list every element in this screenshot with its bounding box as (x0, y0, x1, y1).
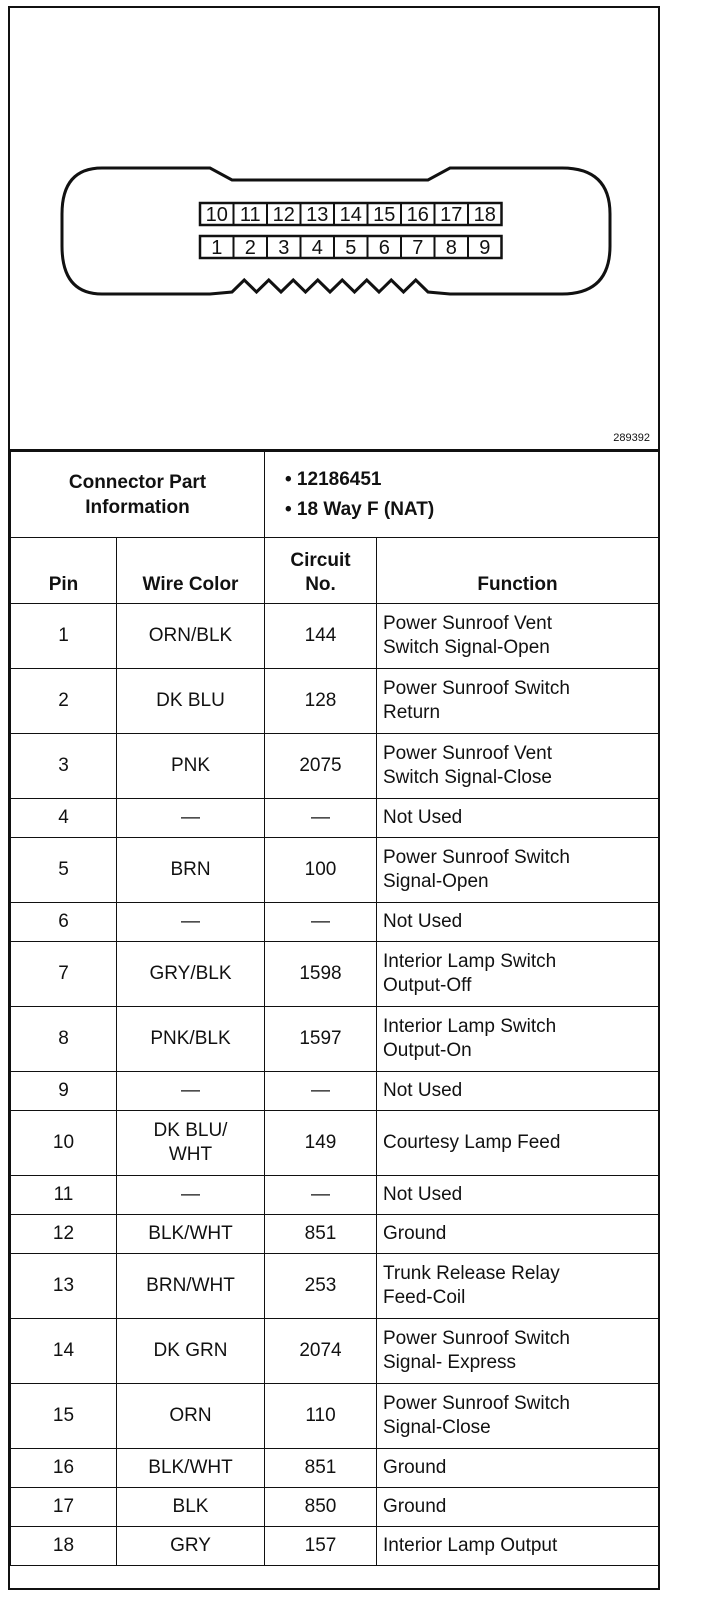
wire-color-cell: DK BLU/ WHT (117, 1111, 265, 1176)
table-header-row (11, 538, 659, 604)
table-row (11, 1007, 659, 1072)
circuit-cell: 157 (265, 1527, 377, 1566)
circuit-cell: 128 (265, 669, 377, 734)
pin-cell: 16 (11, 1449, 117, 1488)
top-pin-label: 14 (339, 204, 362, 226)
top-pin-label: 16 (406, 204, 429, 226)
pin-cell: 9 (11, 1072, 117, 1111)
pin-cell: 10 (11, 1111, 117, 1176)
connector-info-values (265, 452, 659, 538)
header-pin: Pin (11, 538, 117, 604)
top-pin-label: 12 (272, 204, 295, 226)
wire-color-cell: — (117, 1072, 265, 1111)
pin-cell: 7 (11, 942, 117, 1007)
table-row (11, 1111, 659, 1176)
wire-color-cell: GRY (117, 1527, 265, 1566)
bottom-pin-label: 2 (244, 237, 256, 259)
circuit-cell: 100 (265, 838, 377, 903)
circuit-cell: 110 (265, 1384, 377, 1449)
top-pin-label: 18 (473, 204, 496, 226)
bottom-pin-label: 5 (345, 237, 357, 259)
table-row (11, 1449, 659, 1488)
function-cell: Power Sunroof Switch Signal-Open (377, 838, 659, 903)
table-row (11, 799, 659, 838)
top-pin-label: 11 (239, 204, 261, 226)
wire-color-cell: DK GRN (117, 1319, 265, 1384)
table-row (11, 942, 659, 1007)
table-row (11, 838, 659, 903)
figure-number: 289392 (613, 432, 650, 444)
circuit-cell: 253 (265, 1254, 377, 1319)
table-row (11, 1384, 659, 1449)
circuit-cell: 851 (265, 1215, 377, 1254)
wire-color-cell: PNK (117, 734, 265, 799)
circuit-cell: 2074 (265, 1319, 377, 1384)
pin-cell: 18 (11, 1527, 117, 1566)
function-cell: Power Sunroof Switch Signal- Express (377, 1319, 659, 1384)
function-cell: Not Used (377, 903, 659, 942)
table-row (11, 903, 659, 942)
function-cell: Interior Lamp Output (377, 1527, 659, 1566)
function-cell: Power Sunroof Switch Return (377, 669, 659, 734)
circuit-cell: 851 (265, 1449, 377, 1488)
function-cell: Ground (377, 1449, 659, 1488)
connector-sheet (8, 6, 660, 1590)
pin-cell: 11 (11, 1176, 117, 1215)
table-row (11, 734, 659, 799)
function-cell: Power Sunroof Vent Switch Signal-Open (377, 604, 659, 669)
wire-color-cell: BLK (117, 1488, 265, 1527)
wire-color-cell: DK BLU (117, 669, 265, 734)
function-cell: Courtesy Lamp Feed (377, 1111, 659, 1176)
pin-cell: 5 (11, 838, 117, 903)
table-row (11, 1176, 659, 1215)
table-row (11, 604, 659, 669)
wire-color-cell: BLK/WHT (117, 1215, 265, 1254)
top-pin-label: 17 (440, 204, 463, 226)
function-cell: Interior Lamp Switch Output-Off (377, 942, 659, 1007)
header-function: Function (377, 538, 659, 604)
table-row (11, 1527, 659, 1566)
bottom-pin-label: 7 (412, 237, 424, 259)
pin-cell: 3 (11, 734, 117, 799)
bottom-pin-label: 6 (378, 237, 390, 259)
circuit-cell: — (265, 903, 377, 942)
circuit-cell: — (265, 799, 377, 838)
circuit-cell: 149 (265, 1111, 377, 1176)
function-cell: Trunk Release Relay Feed-Coil (377, 1254, 659, 1319)
header-circuit-no: Circuit No. (265, 538, 377, 604)
function-cell: Ground (377, 1215, 659, 1254)
function-cell: Not Used (377, 799, 659, 838)
part-number: • 12186451 (285, 468, 382, 490)
connector-info-label: Connector Part Information (11, 452, 265, 538)
pin-cell: 12 (11, 1215, 117, 1254)
pin-cell: 14 (11, 1319, 117, 1384)
top-pin-label: 13 (306, 204, 329, 226)
pin-cell: 4 (11, 799, 117, 838)
pin-cell: 13 (11, 1254, 117, 1319)
header-wire-color: Wire Color (117, 538, 265, 604)
connector-face-svg (10, 8, 658, 451)
bottom-pin-label: 3 (278, 237, 290, 259)
wire-color-cell: BRN (117, 838, 265, 903)
function-cell: Not Used (377, 1072, 659, 1111)
wire-color-cell: — (117, 799, 265, 838)
circuit-cell: — (265, 1072, 377, 1111)
wire-color-cell: ORN/BLK (117, 604, 265, 669)
table-row (11, 1319, 659, 1384)
circuit-cell: 1597 (265, 1007, 377, 1072)
wire-color-cell: ORN (117, 1384, 265, 1449)
pin-cell: 17 (11, 1488, 117, 1527)
pin-cell: 2 (11, 669, 117, 734)
circuit-cell: 144 (265, 604, 377, 669)
function-cell: Not Used (377, 1176, 659, 1215)
circuit-cell: — (265, 1176, 377, 1215)
wire-color-cell: PNK/BLK (117, 1007, 265, 1072)
wire-color-cell: — (117, 1176, 265, 1215)
wire-color-cell: BLK/WHT (117, 1449, 265, 1488)
function-cell: Ground (377, 1488, 659, 1527)
top-pin-label: 10 (205, 204, 228, 226)
table-row (11, 1488, 659, 1527)
pin-cell: 6 (11, 903, 117, 942)
connector-type: • 18 Way F (NAT) (285, 498, 435, 520)
function-cell: Interior Lamp Switch Output-On (377, 1007, 659, 1072)
function-cell: Power Sunroof Switch Signal-Close (377, 1384, 659, 1449)
wire-color-cell: GRY/BLK (117, 942, 265, 1007)
connector-outline (62, 168, 610, 294)
table-row (11, 1072, 659, 1111)
top-pin-label: 15 (373, 204, 396, 226)
pin-cell: 1 (11, 604, 117, 669)
circuit-cell: 1598 (265, 942, 377, 1007)
bottom-pin-label: 9 (479, 237, 491, 259)
table-row (11, 1254, 659, 1319)
table-row (11, 669, 659, 734)
bottom-pin-label: 8 (445, 237, 457, 259)
bottom-pin-label: 1 (211, 237, 223, 259)
table-row (11, 1215, 659, 1254)
connector-info-row (11, 452, 659, 538)
circuit-cell: 2075 (265, 734, 377, 799)
pinout-table (10, 451, 659, 1566)
circuit-cell: 850 (265, 1488, 377, 1527)
pin-cell: 15 (11, 1384, 117, 1449)
wire-color-cell: BRN/WHT (117, 1254, 265, 1319)
wire-color-cell: — (117, 903, 265, 942)
function-cell: Power Sunroof Vent Switch Signal-Close (377, 734, 659, 799)
bottom-pin-label: 4 (311, 237, 323, 259)
connector-diagram (10, 8, 658, 451)
pin-cell: 8 (11, 1007, 117, 1072)
